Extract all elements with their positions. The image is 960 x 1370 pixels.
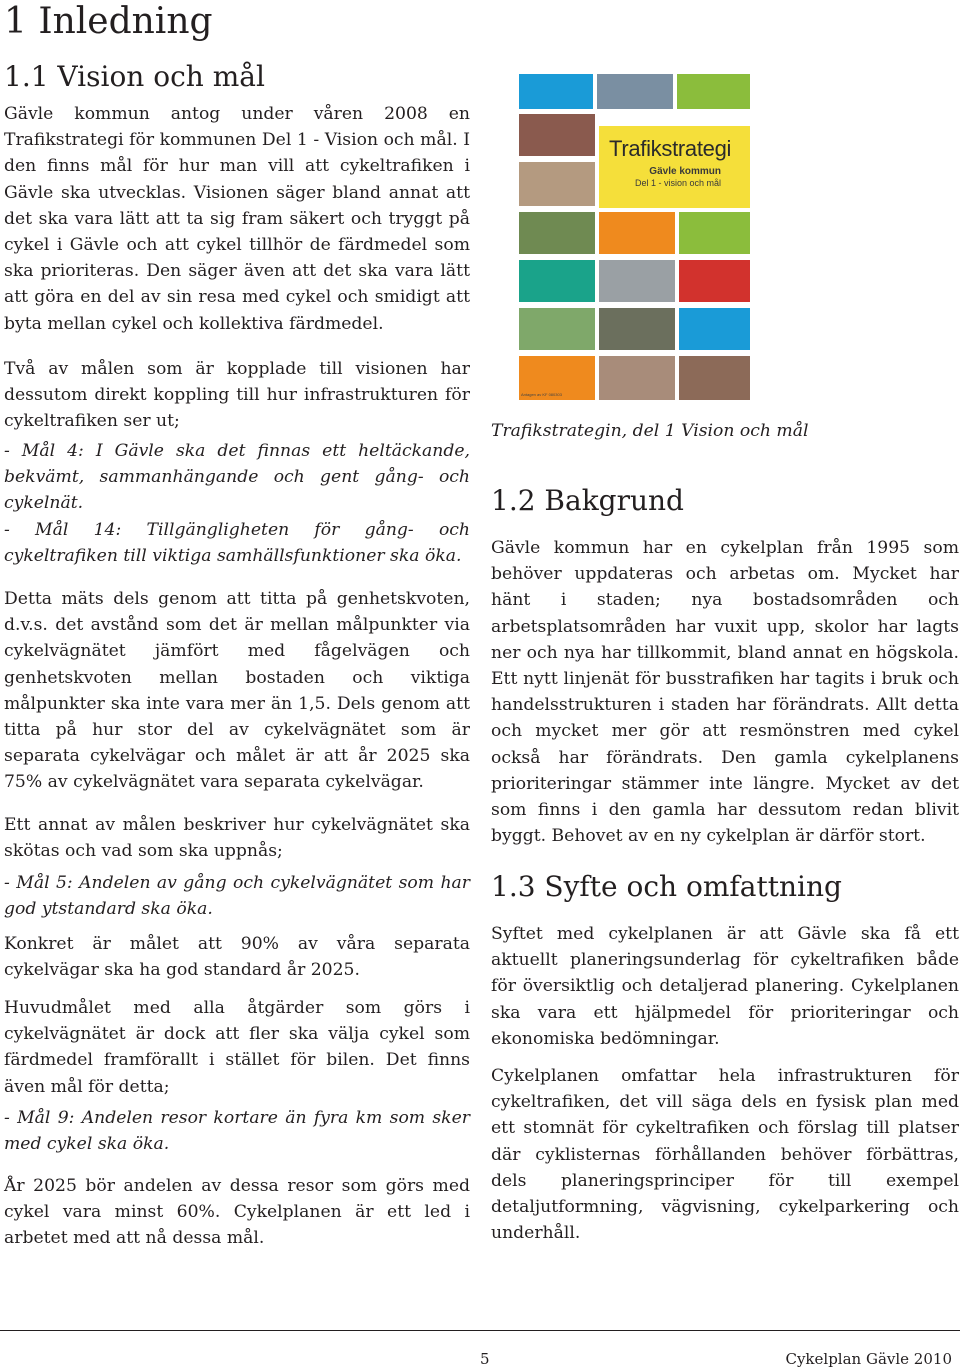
paragraph: Cykelplanen omfattar hela infrastrukturen för cykeltrafiken, det vill säga dels en fysisk plan med ett stomnät för cykeltrafiken och förslag till platser där cyklisternas förhållanden behöver förbättras, dels planeringsprinciper för till exempel detaljutformning, vägvisning, cykelparkering och underhåll. xyxy=(491,1066,959,1244)
title-banner xyxy=(599,126,750,208)
red-tile xyxy=(679,260,750,302)
blue-tile xyxy=(519,74,593,109)
photo-bus xyxy=(599,356,675,400)
goal-item: - Mål 14: Tillgängligheten för gång- och cykeltrafiken till viktiga samhällsfunktioner ska öka. xyxy=(4,520,470,567)
photo-cyclist xyxy=(599,308,675,350)
section-heading-vision: 1.1 Vision och mål xyxy=(4,60,265,93)
chapter-title: 1 Inledning xyxy=(4,1,213,42)
paragraph: Gävle kommun antog under våren 2008 en Trafikstrategi för kommunen Del 1 - Vision och mål. I den finns mål för hur man vill att cykeltrafiken i Gävle ska utvecklas. Visionen säger bland annat att det ska vara lätt att ta sig fram säkert och tryggt på cykel i Gävle och att cykel tillhör de färdmedel som ska prioriteras. Den säger även att det ska vara lätt att göra en del av sin resa med cykel och smidigt att byta mellan cykel och kollektiva färdmedel. xyxy=(4,104,470,334)
goal-item: - Mål 5: Andelen av gång och cykelvägnätet som har god ytstandard ska öka. xyxy=(4,873,470,920)
page-number: 5 xyxy=(480,1350,490,1368)
figure-caption: Trafikstrategin, del 1 Vision och mål xyxy=(491,421,809,441)
orange-tile xyxy=(599,212,675,254)
photo-street xyxy=(679,356,750,400)
paragraph: Gävle kommun har en cykelplan från 1995 som behöver uppdateras och arbetas om. Mycket har hänt i staden; nya bostadsområden och arbetsplatsområden har vuxit upp, skolor har lagts ner och nya har tillkommit, bland annat en högskola. Ett nytt linjenät för busstrafiken har tagits i bruk och handelsstrukturen i staden har förändrats. Allt detta och mycket mer gör att resmönstren med cykel också har förändrats. Den gamla cykelplanens prioriteringar stämmer inte längre. Mycket av det som finns i den gamla har dessutom redan blivit byggt. Behovet av en ny cykelplan är därför stort. xyxy=(491,538,959,847)
cover-footer: Antagen av KF 080303 xyxy=(521,392,562,397)
paragraph: Två av målen som är kopplade till visionen har dessutom direkt koppling till hur infrastrukturen för cykeltrafiken ser ut; xyxy=(4,359,470,432)
teal-tile xyxy=(519,260,595,302)
photo-crosswalk xyxy=(599,260,675,302)
paragraph: Syftet med cykelplanen är att Gävle ska få ett aktuellt planeringsunderlag för cykeltrafiken både för översiktlig och detaljerad planering. Cykelplanen ska vara ett hjälpmedel för prioriteringar och ekonomiska bedömningar. xyxy=(491,924,959,1049)
photo-park xyxy=(519,212,595,254)
photo-station xyxy=(597,74,673,109)
photo-flowers xyxy=(519,308,595,350)
section-heading-syfte: 1.3 Syfte och omfattning xyxy=(491,870,842,903)
goal-item: - Mål 9: Andelen resor kortare än fyra km som sker med cykel ska öka. xyxy=(4,1108,470,1155)
paragraph: Ett annat av målen beskriver hur cykelvägnätet ska skötas och vad som ska uppnås; xyxy=(4,815,470,862)
photo-train xyxy=(519,114,595,156)
strategy-cover-image xyxy=(519,74,750,400)
cover-subtitle: Gävle kommun xyxy=(649,166,721,177)
footer-rule xyxy=(0,1330,960,1331)
paragraph: Huvudmålet med alla åtgärder som görs i cykelvägnätet är dock att fler ska välja cykel som färdmedel framförallt i stället för bilen. Det finns även mål för detta; xyxy=(4,998,470,1097)
cover-detail: Del 1 - vision och mål xyxy=(634,178,721,188)
footer-title: Cykelplan Gävle 2010 xyxy=(785,1350,952,1368)
photo-walking xyxy=(519,162,595,206)
paragraph: Detta mäts dels genom att titta på genhetskvoten, d.v.s. det avstånd som det är mellan målpunkter via cykelvägnätet jämfört med fågelvägen och genhetskvoten mellan bostaden och viktiga målpunkter ska inte vara mer än 1,5. Dels genom att titta på hur stor del av cykelvägnätet som är separata cykelvägar och målet är att år 2025 ska 75% av cykelvägnätet vara separata cykelvägar. xyxy=(4,589,470,793)
blue-tile xyxy=(679,308,750,350)
section-heading-bakgrund: 1.2 Bakgrund xyxy=(491,484,684,517)
paragraph: Konkret är målet att 90% av våra separata cykelvägar ska ha god standard år 2025. xyxy=(4,934,470,981)
green-tile xyxy=(677,74,750,109)
paragraph: År 2025 bör andelen av dessa resor som görs med cykel vara minst 60%. Cykelplanen är ett led i arbetet med att nå dessa mål. xyxy=(4,1176,470,1249)
cover-title: Trafikstrategi xyxy=(609,136,732,161)
green-tile xyxy=(679,212,750,254)
goal-item: - Mål 4: I Gävle ska det finnas ett heltäckande, bekvämt, sammanhängande och gent gång- och cykelnät. xyxy=(4,441,470,514)
